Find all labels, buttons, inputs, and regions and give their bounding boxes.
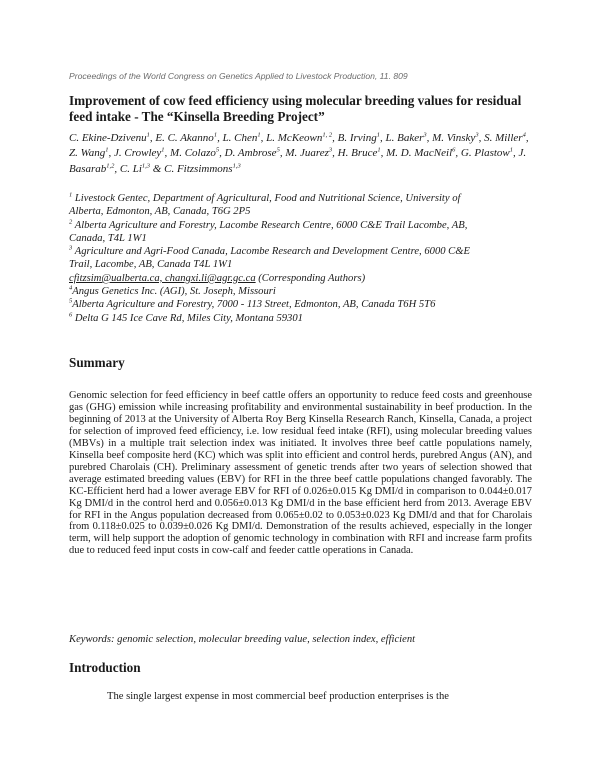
introduction-heading: Introduction	[69, 660, 141, 675]
author: J. Basarab$^{1,2}$	[69, 147, 527, 175]
author: J. Crowley$^1$	[114, 146, 165, 160]
author-list: C. Ekine-Dzivenu$^1$, E. C. Akanno$^1$, L. Chen$^1$, L. McKeown$^{1, 2}$, B. Irving$^1$, L. Baker$^3$, M. Vinsky$^3$, S. Miller$^4$, Z. Wang$^1$, J. Crowley$^1$, M. Colazo$^5$, D. Ambrose$^5$, M. Juarez$^3$, H. Bruce$^1$, M. D. MacNeil$^6$, G. Plastow$^1$, J. Basarab$^{1,2}$, C. Li$^{1,3}$ & C. Fitzsimmons$^{1,3}$	[69, 131, 529, 175]
author: C. Li$^{1,3}$	[119, 162, 151, 175]
author: M. D. MacNeil$^6$	[386, 146, 456, 160]
author: C. Ekine-Dzivenu$^1$	[69, 131, 150, 144]
author: M. Colazo$^5$	[170, 146, 220, 160]
affiliation-1-cont: Alberta, Edmonton, AB, Canada, T6G 2P5	[69, 206, 251, 218]
author: L. Chen$^1$	[222, 131, 261, 144]
author-affiliation-marker: 1	[377, 146, 381, 154]
author-affiliation-marker: 6	[452, 146, 456, 154]
author-affiliation-marker: 1	[105, 146, 109, 154]
affiliation-3-cont: Trail, Lacombe, AB, Canada T4L 1W1	[69, 259, 233, 271]
corresponding-emails: cfitzsim@ualberta.ca, changxi.li@agr.gc.ca (Corresponding Authors)	[69, 272, 366, 284]
author-affiliation-marker: 1, 2	[322, 131, 333, 139]
author-affiliation-marker: 3	[328, 146, 333, 154]
affiliation-2: $^2$ Alberta Agriculture and Forestry, Lacombe Research Centre, 6000 C&E Trail Lacombe, AB,	[69, 218, 468, 231]
affiliation-2-cont: Canada, T4L 1W1	[69, 232, 147, 244]
author: H. Bruce$^1$	[337, 146, 381, 160]
author-affiliation-marker: 1	[509, 146, 514, 154]
author-affiliation-marker: 1	[257, 131, 261, 139]
author-affiliation-marker: 1,3	[141, 162, 151, 170]
author: D. Ambrose$^5$	[224, 146, 280, 160]
author-affiliation-marker: 5	[276, 146, 280, 154]
abstract-text: Genomic selection for feed efficiency in beef cattle offers an opportunity to reduce feed costs and greenhouse gas (GHG) emission while increasing profitability and environmental sustainability in beef production. In the beginning of 2013 at the University of Alberta Roy Berg Kinsella Research Ranch, Kinsella, Canada, a project for selection of improved feed efficiency, i.e. low residual feed intake (RFI), using molecular breeding values (MBVs) in a multiple trait selection index was initiated. It involves three beef cattle populations namely, Kinsella beef composite herd (KC) which was split into efficient and control herds, purebred Angus (AN), and purebred Charolais (CH). Preliminary assessment of genetic trends after two years of selection showed that average estimated breeding values (EBV) for RFI in the three beef cattle populations changed favorably. The KC-Efficient herd had a lower average EBV for RFI of 0.026±0.015 Kg DMI/d in comparison to 0.044±0.017 Kg DMI/d in the control herd and 0.056±0.013 Kg DMI/d in the base efficient herd from 2013. Average EBV for RFI in the Angus population decreased from 0.065±0.02 to 0.053±0.023 Kg DMI/d and that for Charolais from 0.118±0.025 to 0.039±0.026 Kg DMI/d. Demonstration of the results achieved, especially in the longer term, will help support the adoption of genomic technology in combination with RFI and increase farm profits due to reduced feed input costs in cow-calf and feeder cattle operations in Canada.	[69, 390, 532, 557]
author-affiliation-marker: 3	[475, 131, 479, 139]
author: S. Miller$^4$	[484, 131, 526, 144]
affiliation-5: $^5$Alberta Agriculture and Forestry, 7000 - 113 Street, Edmonton, AB, Canada T6H 5T6	[69, 297, 436, 311]
author: E. C. Akanno$^1$	[155, 131, 218, 144]
author-affiliation-marker: 1	[213, 131, 218, 139]
author-affiliation-marker: 1,2	[106, 162, 115, 170]
running-head: Proceedings of the World Congress on Genetics Applied to Livestock Production, 11. 809	[69, 71, 408, 81]
author-affiliation-marker: 1,3	[232, 162, 241, 170]
affiliation-4: $^4$Angus Genetics Inc. (AGI), St. Joseph, Missouri	[69, 284, 276, 298]
author: L. Baker$^3$	[385, 131, 427, 144]
affiliation-3: $^3$ Agriculture and Agri-Food Canada, Lacombe Research and Development Centre, 6000 C&E	[69, 244, 470, 258]
author: M. Juarez$^3$	[285, 146, 333, 160]
author-affiliation-marker: 1	[376, 131, 380, 139]
email-link[interactable]: cfitzsim@ualberta.ca, changxi.li@agr.gc.ca	[69, 272, 256, 284]
introduction-text: The single largest expense in most commercial beef production enterprises is the	[107, 691, 449, 702]
author: L. McKeown$^{1, 2}$	[266, 131, 333, 144]
author-affiliation-marker: 4	[522, 131, 526, 139]
author-affiliation-marker: 5	[215, 146, 220, 154]
affiliations	[69, 192, 539, 325]
summary-heading: Summary	[69, 355, 125, 370]
author: C. Fitzsimmons$^{1,3}$	[164, 162, 241, 175]
affiliation-1: $^1$ Livestock Gentec, Department of Agricultural, Food and Nutritional Science, University of	[69, 191, 461, 204]
author-affiliation-marker: 1	[161, 146, 165, 154]
paper-title: Improvement of cow feed efficiency using molecular breeding values for residual feed intake - The “Kinsella Breeding Project”	[69, 93, 522, 124]
author: Z. Wang$^1$	[69, 146, 109, 160]
author: G. Plastow$^1$	[460, 146, 514, 160]
affiliation-6: $^6$ Delta G 145 Ice Cave Rd, Miles City, Montana 59301	[69, 311, 303, 324]
author: B. Irving$^1$	[337, 131, 380, 144]
author: M. Vinsky$^3$	[432, 131, 479, 144]
keywords: Keywords: genomic selection, molecular breeding value, selection index, efficient	[69, 634, 416, 645]
author-affiliation-marker: 1	[146, 131, 150, 139]
author-affiliation-marker: 3	[423, 131, 427, 139]
